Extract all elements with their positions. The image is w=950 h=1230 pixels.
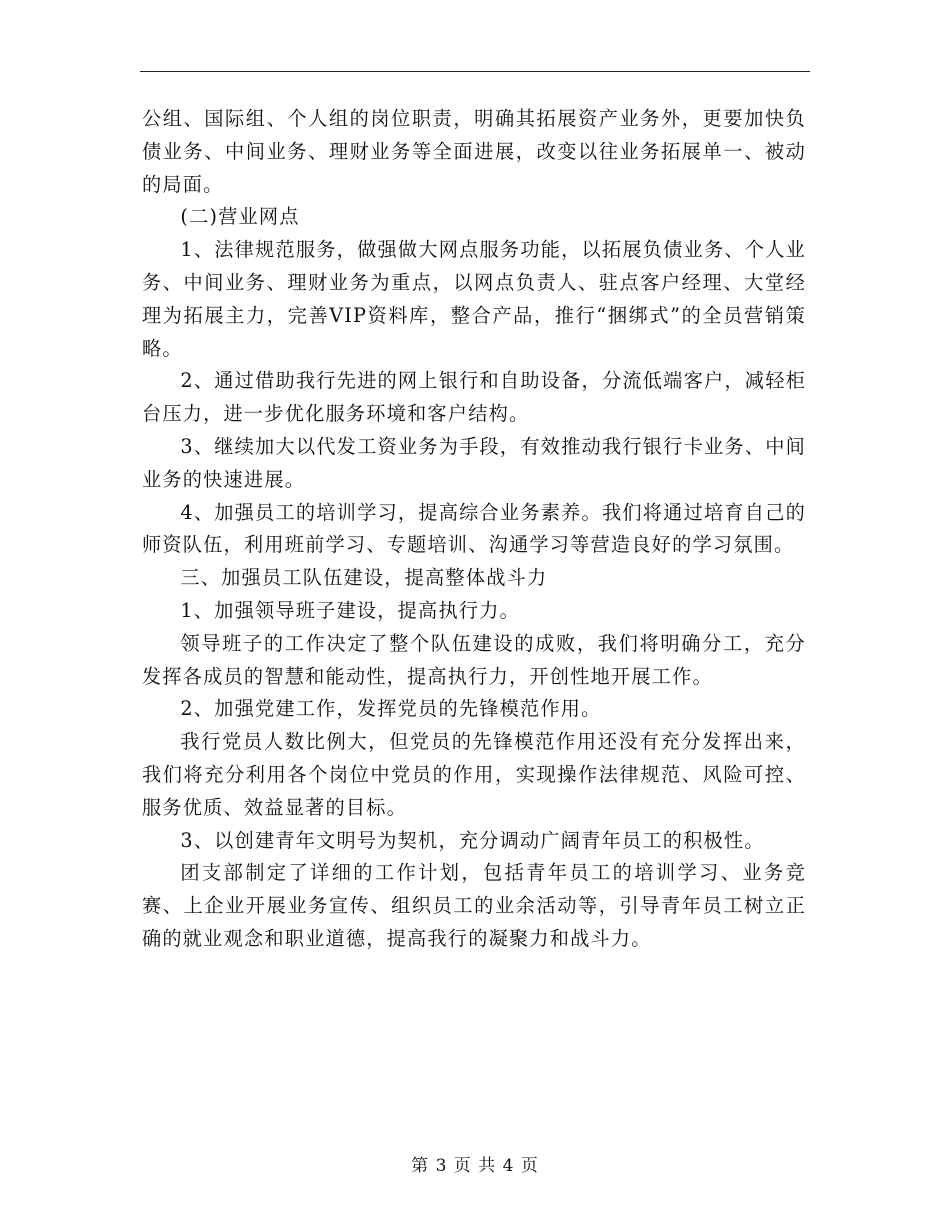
- paragraph-body: 领导班子的工作决定了整个队伍建设的成败，我们将明确分工，充分发挥各成员的智慧和能动性，提高执行力，开创性地开展工作。: [142, 631, 806, 688]
- subheading-item: 1、加强领导班子建设，提高执行力。: [180, 598, 520, 622]
- paragraph-item: 2、通过借助我行先进的网上银行和自助设备，分流低端客户，减轻柜台压力，进一步优化服务环境和客户结构。: [142, 369, 806, 426]
- section-heading-business-outlets: (二)营业网点: [180, 205, 300, 229]
- document-body: [142, 103, 806, 956]
- paragraph-item: 3、继续加大以代发工资业务为手段，有效推动我行银行卡业务、中间业务的快速进展。: [142, 434, 806, 491]
- paragraph-continuation: 公组、国际组、个人组的岗位职责，明确其拓展资产业务外，更要加快负债业务、中间业务、理财业务等全面进展，改变以往业务拓展单一、被动的局面。: [142, 107, 806, 196]
- paragraph-item: 4、加强员工的培训学习，提高综合业务素养。我们将通过培育自己的师资队伍，利用班前学习、专题培训、沟通学习等营造良好的学习氛围。: [142, 500, 806, 557]
- paragraph-item: 1、法律规范服务，做强做大网点服务功能，以拓展负债业务、个人业务、中间业务、理财业务为重点，以网点负责人、驻点客户经理、大堂经理为拓展主力，完善VIP资料库，整合产品，推行“捆绑式”的全员营销策略。: [142, 238, 806, 360]
- header-rule: [140, 71, 810, 72]
- paragraph-body: 团支部制定了详细的工作计划，包括青年员工的培训学习、业务竞赛、上企业开展业务宣传、组织员工的业余活动等，引导青年员工树立正确的就业观念和职业道德，提高我行的凝聚力和战斗力。: [142, 861, 806, 950]
- subheading-item: 2、加强党建工作，发挥党员的先锋模范作用。: [180, 697, 602, 721]
- subheading-item: 3、以创建青年文明号为契机，充分调动广阔青年员工的积极性。: [180, 828, 765, 852]
- page-number-footer: 第 3 页 共 4 页: [411, 1156, 539, 1176]
- paragraph-body: 我行党员人数比例大，但党员的先锋模范作用还没有充分发挥出来，我们将充分利用各个岗位中党员的作用，实现操作法律规范、风险可控、服务优质、效益显著的目标。: [142, 730, 806, 819]
- section-heading-staff-building: 三、加强员工队伍建设，提高整体战斗力: [180, 566, 548, 590]
